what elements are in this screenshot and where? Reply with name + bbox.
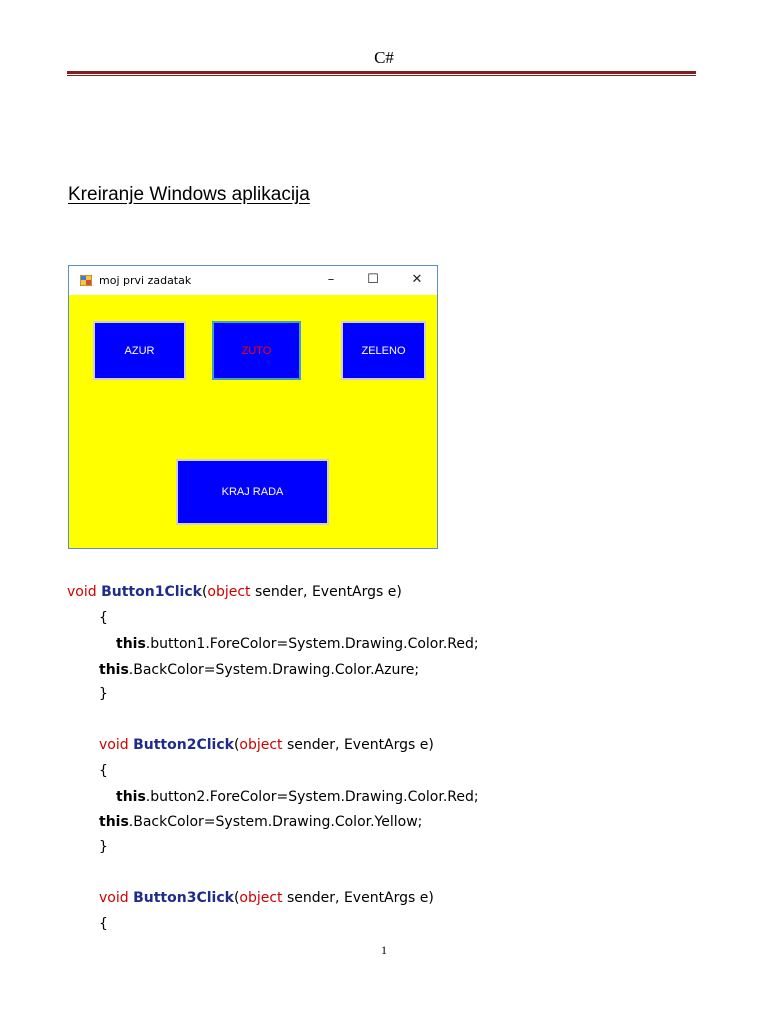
code-line: { <box>99 610 108 626</box>
code-this: this <box>116 636 146 652</box>
code-keyword: object <box>207 584 251 600</box>
code-method-name: Button1Click <box>101 584 202 600</box>
code-text: ( <box>201 584 208 600</box>
header-rule-thin <box>67 75 696 76</box>
code-line <box>99 737 434 753</box>
code-text: .button2.ForeColor=System.Drawing.Color.Red; <box>145 789 479 805</box>
code-method-name: Button2Click <box>133 737 234 753</box>
code-this: this <box>116 789 146 805</box>
code-line: } <box>99 839 108 855</box>
code-text: ( <box>233 737 240 753</box>
zuto-button[interactable]: ZUTO <box>212 321 301 380</box>
code-text: sender, EventArgs e) <box>282 737 434 753</box>
code-line <box>67 584 402 600</box>
maximize-icon[interactable]: ☐ <box>367 272 379 287</box>
form-icon <box>80 275 92 286</box>
code-method-name: Button3Click <box>133 890 234 906</box>
section-heading: Kreiranje Windows aplikacija <box>68 184 310 205</box>
code-this: this <box>99 814 129 830</box>
code-keyword: void <box>67 584 97 600</box>
kraj-rada-button[interactable]: KRAJ RADA <box>176 459 329 525</box>
page-number: 1 <box>381 943 387 957</box>
code-keyword: void <box>99 890 129 906</box>
app-window <box>68 265 438 549</box>
code-keyword: object <box>239 737 283 753</box>
code-text: ( <box>233 890 240 906</box>
code-line <box>99 890 434 906</box>
code-text: .BackColor=System.Drawing.Color.Yellow; <box>128 814 423 830</box>
code-keyword: void <box>99 737 129 753</box>
code-text: sender, EventArgs e) <box>282 890 434 906</box>
code-text: .button1.ForeColor=System.Drawing.Color.Red; <box>145 636 479 652</box>
code-text: .BackColor=System.Drawing.Color.Azure; <box>128 662 420 678</box>
code-line: } <box>99 686 108 702</box>
zeleno-button[interactable]: ZELENO <box>341 321 426 380</box>
code-this: this <box>99 662 129 678</box>
window-titlebar[interactable] <box>69 266 437 295</box>
code-line <box>116 789 479 805</box>
code-line <box>99 662 419 678</box>
code-text: sender, EventArgs e) <box>250 584 402 600</box>
code-keyword: object <box>239 890 283 906</box>
code-line <box>99 814 422 830</box>
azur-button[interactable]: AZUR <box>93 321 186 380</box>
minimize-icon[interactable]: – <box>327 272 335 287</box>
code-line: { <box>99 763 108 779</box>
code-line: { <box>99 916 108 932</box>
close-icon[interactable]: ✕ <box>411 272 423 287</box>
window-title: moj prvi zadatak <box>99 274 192 287</box>
page-header-title: C# <box>374 48 394 67</box>
header-rule-thick <box>67 71 696 74</box>
code-line <box>116 636 479 652</box>
